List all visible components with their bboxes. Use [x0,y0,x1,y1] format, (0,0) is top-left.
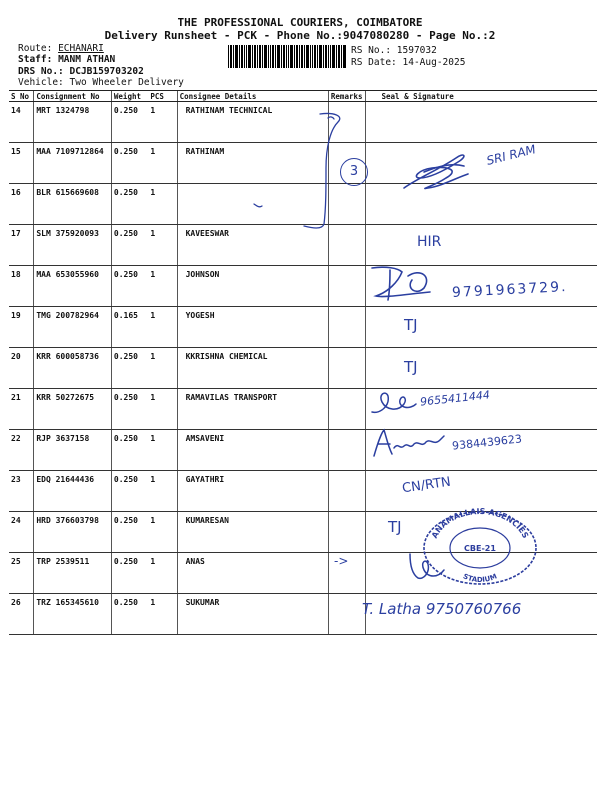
rs-date-label: RS Date: [351,57,397,68]
cell-signature [365,307,597,348]
cell-consignment: RJP 3637158 [34,430,112,471]
drs-label: DRS No.: [18,66,64,77]
cell-remarks [328,594,365,635]
cell-consignee: ANAS [177,553,328,594]
signature-icon [404,550,448,584]
cell-signature [365,225,597,266]
cell-remarks [328,512,365,553]
cell-sno: 20 [9,348,34,389]
staff-label: Staff: [18,54,53,65]
handwritten-note: HIR [417,234,442,250]
cell-consignee: KKRISHNA CHEMICAL [177,348,328,389]
route-value: ECHANARI [58,43,104,54]
cell-consignment: MAA 7109712864 [34,143,112,184]
staff-value: MANM ATHAN [58,54,116,65]
cell-consignment: SLM 375920093 [34,225,112,266]
cell-weight: 0.250 [111,553,148,594]
cell-sno: 25 [9,553,34,594]
col-weight: Weight [111,91,148,102]
cell-remarks [328,348,365,389]
cell-sno: 16 [9,184,34,225]
col-remarks: Remarks [328,91,365,102]
col-sno: S No [9,91,34,102]
rs-date-value: 14-Aug-2025 [402,57,466,68]
table-row [9,307,597,348]
cell-sno: 22 [9,430,34,471]
stamp-center-text: CBE-21 [464,544,496,553]
cell-weight: 0.250 [111,430,148,471]
cell-weight: 0.250 [111,143,148,184]
table-row [9,389,597,430]
cell-consignee: RAMAVILAS TRANSPORT [177,389,328,430]
rs-no-label: RS No.: [351,45,392,56]
barcode-icon [228,45,346,68]
vehicle-label: Vehicle: [18,77,64,88]
cell-pcs: 1 [148,389,177,430]
signature-name: SRI RAM [485,142,538,168]
cell-pcs: 1 [148,594,177,635]
rs-date-line [351,57,465,68]
runsheet-subtitle: Delivery Runsheet - PCK - Phone No.:9047080280 - Page No.:2 [104,29,496,42]
cell-pcs: 1 [148,553,177,594]
handwritten-initials: TJ [404,316,418,334]
cell-consignee: RATHINAM TECHNICAL [177,102,328,143]
table-header-row [9,91,597,102]
route-line [18,43,104,54]
circled-number: 3 [340,158,368,186]
vehicle-value: Two Wheeler Delivery [69,77,184,88]
route-label: Route: [18,43,53,54]
cell-weight: 0.250 [111,184,148,225]
signature-icon [370,426,448,460]
cell-remarks [328,471,365,512]
cell-consignee: GAYATHRI [177,471,328,512]
cell-weight: 0.250 [111,102,148,143]
tick-mark-icon [252,200,266,212]
cell-weight: 0.250 [111,471,148,512]
cell-consignment: KRR 50272675 [34,389,112,430]
stamp-top-text: ANAMALLAIS AGENCIES [429,506,531,540]
cell-remarks [328,389,365,430]
staff-line [18,54,115,65]
cell-sno: 14 [9,102,34,143]
cell-remarks [328,307,365,348]
cell-weight: 0.250 [111,266,148,307]
cell-consignee: KAVEESWAR [177,225,328,266]
svg-text:ANAMALLAIS AGENCIES [430,507,530,540]
cell-weight: 0.250 [111,512,148,553]
cell-consignment: MAA 653055960 [34,266,112,307]
col-consignee: Consignee Details [177,91,328,102]
cell-consignee: AMSAVENI [177,430,328,471]
handwritten-status: CN/RTN [401,474,452,497]
cell-sno: 18 [9,266,34,307]
handwritten-initials: TJ [388,518,402,536]
cell-signature [365,102,597,143]
cell-weight: 0.250 [111,225,148,266]
cell-pcs: 1 [148,143,177,184]
cell-pcs: 1 [148,225,177,266]
cell-consignment: EDQ 21644436 [34,471,112,512]
cell-remarks [328,430,365,471]
cell-pcs: 1 [148,471,177,512]
cell-consignment: BLR 615669608 [34,184,112,225]
stamp-bottom-text: STADIUM [461,572,499,585]
cell-pcs: 1 [148,430,177,471]
signature-icon [368,386,418,418]
handwritten-initials: TJ [404,358,418,376]
cell-consignment: MRT 1324798 [34,102,112,143]
handwritten-phone: 9384439623 [451,432,523,453]
cell-pcs: 1 [148,266,177,307]
cell-consignee: KUMARESAN [177,512,328,553]
cell-sno: 15 [9,143,34,184]
cell-consignment: TMG 200782964 [34,307,112,348]
remarks-arrow: -> [334,554,349,568]
drs-line [18,66,144,77]
cell-sno: 19 [9,307,34,348]
cell-consignment: TRZ 165345610 [34,594,112,635]
cell-consignment: HRD 376603798 [34,512,112,553]
cell-pcs: 1 [148,102,177,143]
cell-weight: 0.250 [111,348,148,389]
cell-remarks [328,266,365,307]
cell-pcs: 1 [148,307,177,348]
cell-pcs: 1 [148,348,177,389]
cell-weight: 0.165 [111,307,148,348]
cell-sno: 24 [9,512,34,553]
cell-sno: 23 [9,471,34,512]
cell-consignee: SUKUMAR [177,594,328,635]
cell-pcs: 1 [148,184,177,225]
company-title: THE PROFESSIONAL COURIERS, COIMBATORE [177,16,423,29]
handwritten-phone: 9655411444 [419,388,491,409]
vehicle-line [18,77,184,88]
cell-sno: 17 [9,225,34,266]
cell-pcs: 1 [148,512,177,553]
cell-sno: 26 [9,594,34,635]
col-seal-signature: Seal & Signature [365,91,597,102]
rs-no-value: 1597032 [396,45,437,56]
cell-weight: 0.250 [111,389,148,430]
cell-consignment: KRR 600058736 [34,348,112,389]
cell-consignee: RATHINAM [177,143,328,184]
handwritten-phone: 9791963729. [451,278,568,302]
cell-consignment: TRP 2539511 [34,553,112,594]
cell-consignee: JOHNSON [177,266,328,307]
handwritten-signature-phone: T. Latha 9750760766 [362,600,522,618]
cell-sno: 21 [9,389,34,430]
cell-weight: 0.250 [111,594,148,635]
col-pcs: PCS [148,91,177,102]
table-row [9,348,597,389]
rs-no-line [351,45,437,56]
signature-icon [368,262,440,304]
signature-icon [398,148,480,194]
drs-value: DCJB159703202 [69,66,144,77]
col-consignment: Consignment No [34,91,112,102]
cell-consignee: YOGESH [177,307,328,348]
cell-signature [365,348,597,389]
